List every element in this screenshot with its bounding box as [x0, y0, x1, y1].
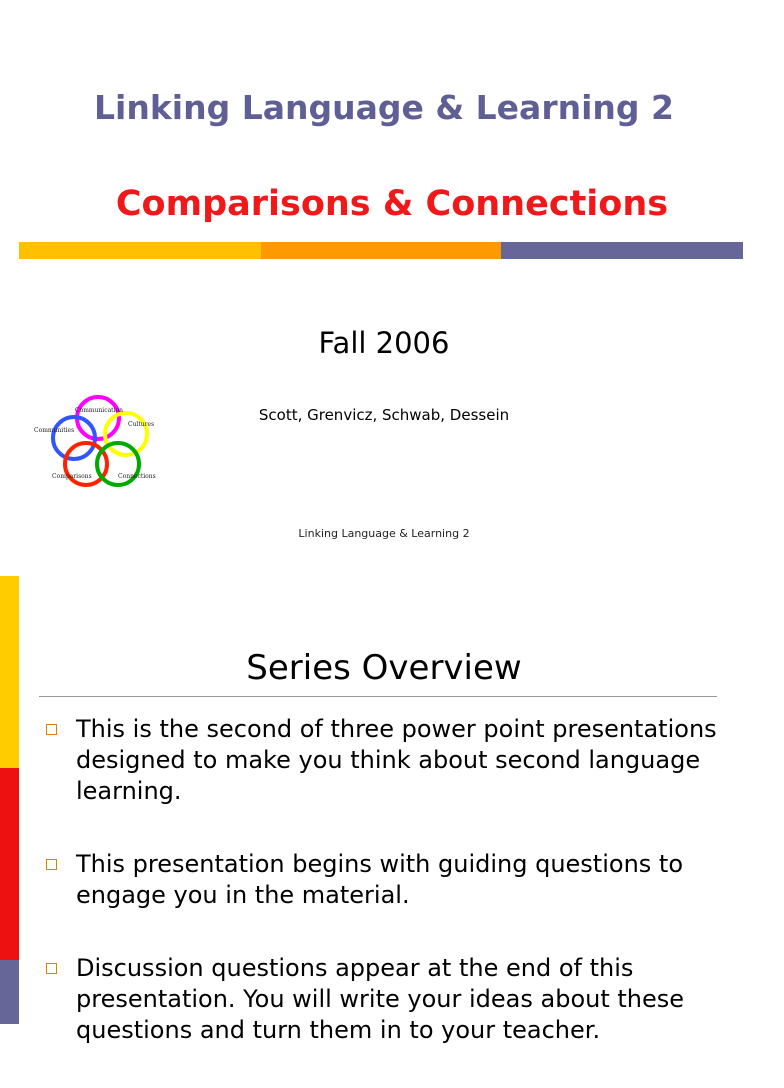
square-bullet-icon [46, 859, 57, 870]
square-bullet-icon [46, 724, 57, 735]
accent-bar-yellow [19, 242, 261, 259]
bullet-list [46, 714, 736, 1088]
bullet-item [46, 714, 736, 807]
authors-label: Scott, Grenvicz, Schwab, Dessein [258, 406, 510, 424]
bullet-item [46, 953, 736, 1046]
slide-footer: Linking Language & Learning 2 [298, 527, 470, 540]
title-divider [39, 696, 717, 697]
logo-label: Communities [34, 427, 75, 434]
accent-bar-orange [261, 242, 501, 259]
logo-label: Cultures [128, 421, 155, 428]
date-label: Fall 2006 [318, 326, 450, 360]
sidebar-bar-red [0, 768, 19, 960]
overview-slide [0, 576, 768, 1044]
bullet-text: This presentation begins with guiding questions to engage you in the material. [76, 850, 684, 909]
logo-label: Connections [118, 473, 156, 480]
accent-bar-purple [501, 242, 743, 259]
logo-label: Comparisons [52, 473, 92, 480]
square-bullet-icon [46, 963, 57, 974]
bullet-text: This is the second of three power point presentations designed to make you think about second language learning. [76, 715, 717, 805]
sidebar-bar-purple [0, 960, 19, 1024]
bullet-item [46, 849, 736, 911]
slide-subtitle: Comparisons & Connections [115, 184, 669, 224]
bullet-text: Discussion questions appear at the end of this presentation. You will write your ideas about these questions and turn them in to your teacher. [76, 954, 685, 1044]
logo-label: Communication [75, 407, 123, 414]
slide-title: Linking Language & Learning 2 [94, 88, 674, 127]
slide-title: Series Overview [246, 648, 522, 688]
